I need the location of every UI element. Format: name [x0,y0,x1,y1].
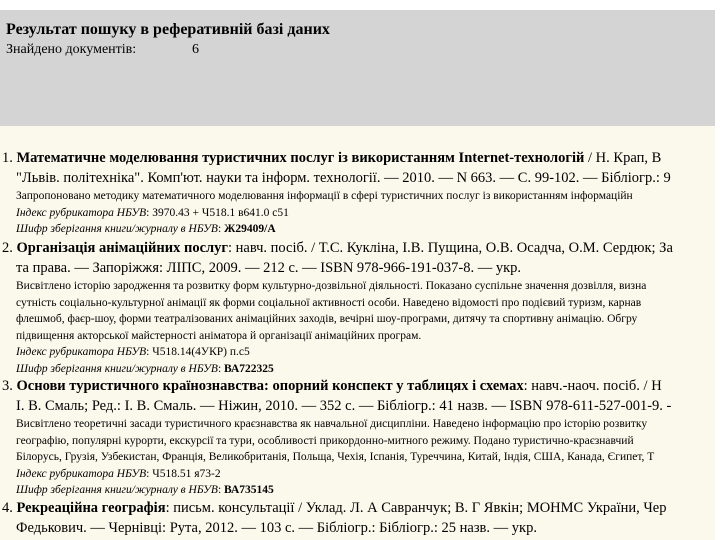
record-source: та права. — Запоріжжя: ЛІПС, 2009. — 212 с. — ISBN 978-966-191-037-8. — укр. [16,260,522,276]
record-abstract-line: підвищення акторської майстерності аніматора й організації анімаційних програм. [16,329,422,342]
record-source: "Львів. політехніка". Комп'ют. науки та інформ. технології. — 2010. — N 663. — С. 99-102. — Бібліогр.: 9 [16,170,671,186]
record-heading [2,238,714,258]
result-record-4 [2,498,714,538]
record-source: Федькович. — Чернівці: Рута, 2012. — 103 с. — Бібліогр.: Бібліогр.: 25 назв. — укр. [16,520,537,536]
record-abstract-line: флешмоб, фаєр-шоу, форми театралізованих анімаційних заходів, вечірні шоу-програми, дитячу та спортивну анімацію. Обгру [16,313,638,325]
record-title-link[interactable]: Математичне моделювання туристичних послуг із використанням Internet-технологій [16,150,585,166]
record-title-link[interactable]: Рекреаційна географія [16,500,166,516]
record-abstract-line: географію, популярні курорти, екскурсії та тури, особливості прикордонно-митного режиму. Подано туристично-краєзнавчий [16,434,634,447]
record-title-link[interactable]: Основи туристичного країнознавства: опорний конспект у таблицях і схемах [16,378,524,394]
record-abstract-line: Висвітлено теоретичні засади туристичного краєзнавства як навчальної дисципліни. Наведено інформацію про історію розвитку [16,418,648,430]
shelf-separator: : [217,484,225,496]
shelf-label: Шифр зберігання книги/журналу в НБУВ [16,362,218,375]
record-authors: : навч.-наоч. посіб. / Н [523,378,662,394]
record-authors: / Н. Крап, В [584,150,662,166]
record-number: 4. [2,500,13,516]
shelf-label: Шифр зберігання книги/журналу в НБУВ [16,484,218,496]
shelf-code: ВА722325 [224,362,274,375]
shelf-separator: : [217,223,225,235]
record-number: 3. [2,378,13,394]
shelf-code: Ж29409/А [224,223,276,235]
record-authors: : навч. посіб. / Т.С. Кукліна, І.В. Пущина, О.В. Осадча, О.М. Сердюк; За [227,240,673,256]
record-shelf [2,361,715,378]
documents-found-label: Знайдено документів: [6,42,137,57]
documents-found-count: 6 [192,42,199,57]
documents-found [6,42,199,58]
record-heading [2,498,714,518]
record-abstract-line: Білорусь, Грузія, Узбекистан, Франція, Великобританія, Польща, Чехія, Іспанія, Туреччина, Китай, Індія, США, Канада, Єгипет, Т [16,451,655,463]
record-rubric [2,344,715,361]
result-record-3 [2,376,714,499]
record-authors: : письм. консультації / Уклад. Л. А Савранчук; В. Г Явкін; МОНМС України, Чер [165,500,667,516]
rubric-label: Індекс рубрикатора НБУВ [16,206,147,219]
results-list [0,126,715,540]
shelf-code: ВА735145 [224,484,274,496]
record-heading [2,148,714,168]
record-shelf [2,221,715,238]
record-source: І. В. Смаль; Ред.: І. В. Смаль. — Ніжин, 2010. — 352 с. — Бібліогр.: 41 назв. — ISBN 978-611-527-001-9. - [16,398,672,414]
rubric-label: Індекс рубрикатора НБУВ [16,467,147,480]
record-abstract-line: Висвітлено історію зародження та розвитку форм культурно-дозвільної діяльності. Показано суспільне значення дозвілля, визна [16,280,647,292]
rubric-value: : З970.43 + Ч518.1 в641.0 с51 [146,206,289,219]
result-record-2 [2,238,714,377]
record-abstract-line: сутність соціально-культурної анімації як форми соціальної активності особи. Наведено відомості про подієвий туризм, карнав [16,296,642,309]
rubric-value: : Ч518.51 я73-2 [146,467,221,480]
rubric-label: Індекс рубрикатора НБУВ [16,346,147,358]
rubric-value: : Ч518.14(4УКР) п.с5 [146,346,250,358]
record-rubric [2,205,715,222]
record-title-link[interactable]: Організація анімаційних послуг [16,240,228,256]
shelf-label: Шифр зберігання книги/журналу в НБУВ [16,223,218,235]
result-record-1 [2,148,714,238]
page-title: Результат пошуку в реферативній базі даних [6,21,330,38]
record-number: 2. [2,240,13,256]
record-shelf [2,482,715,499]
record-rubric [2,466,715,483]
record-number: 1. [2,150,13,166]
record-heading [2,376,714,396]
shelf-separator: : [217,362,225,375]
search-result-header [0,10,715,126]
record-abstract-line: Запропоновано методику математичного моделювання інформації в сфері туристичних послуг із використанням інформаційн [16,190,633,202]
